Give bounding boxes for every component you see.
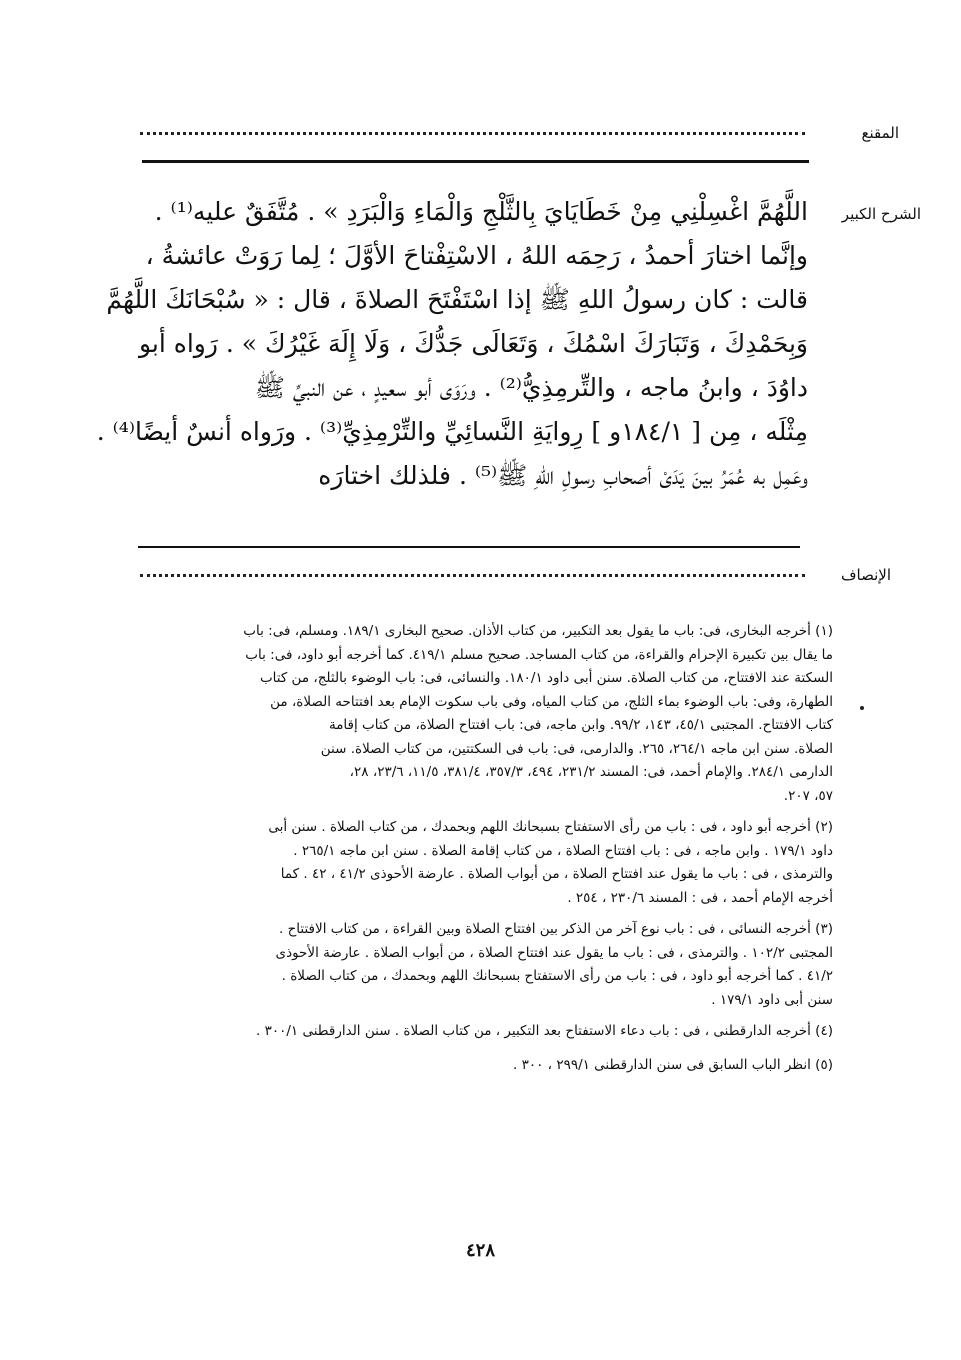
footnote-3	[128, 918, 833, 1012]
footnote-line: أخرجه الإمام أحمد ، فى : المسند ٢٣٠/٦ ، ٢٥٤ .	[567, 889, 833, 906]
footnote-4	[128, 1020, 833, 1044]
footnote-line: كتاب الافتتاح. المجتبى ٤٥/١، ١٤٣، ٩٩/٢. وابن ماجه، فى: باب افتتاح الصلاة، من كتاب إقامة	[328, 717, 833, 733]
insaf-dotted-line	[140, 574, 805, 577]
footnote-2	[128, 816, 833, 910]
footnote-line: ٥٧، ٢٠٧.	[783, 787, 833, 804]
footnote-line: داود ١٧٩/١ . وابن ماجه ، فى : باب افتتاح الصلاة ، من كتاب إقامة الصلاة . سنن ابن ماجه ٢٦٥/١ .	[293, 842, 833, 859]
main-text-block	[96, 190, 808, 498]
page-number: ٤٢٨	[465, 1240, 495, 1261]
footnote-line: (٣) أخرجه النسائى ، فى : باب نوع آخر من الذكر بين افتتاح الصلاة وبين القراءة ، من كتاب الافتتاح .	[278, 921, 833, 937]
section-label-muqni: المقنع	[861, 124, 899, 142]
scan-speck	[860, 706, 864, 710]
main-text-line: اللَّهُمَّ اغْسِلْنِي مِنْ خَطَايَايَ بِالثَّلْجِ وَالْمَاءِ وَالْبَرَدِ » . مُتَّفَقٌ عليه⁽¹⁾ .	[154, 197, 808, 226]
muqni-dotted-line	[140, 132, 805, 135]
footnote-line: المجتبى ١٠٢/٢ . والترمذى ، فى : باب ما يقول عند افتتاح الصلاة ، من أبواب الصلاة . عارضة الأحوذى	[275, 944, 833, 961]
footnote-line: الدارمى ٢٨٤/١. والإمام أحمد، فى: المسند ٢٣١/٢، ٤٩٤، ٣٥٧/٣، ٣٨١/٤، ١١/٥، ٢٣/٦، ٢٨،	[349, 764, 833, 780]
section-divider	[138, 546, 800, 548]
footnote-line: الصلاة. سنن ابن ماجه ٢٦٤/١، ٢٦٥. والدارمى، فى: باب فى السكتتين، من كتاب الصلاة. سنن	[320, 740, 833, 757]
main-text-line: داوُدَ ، وابنُ ماجه ، والتِّرمِذِيُّ⁽²⁾ . ورَوَى أبو سعيدٍ ، عن النبيِّ ﷺ	[254, 373, 808, 402]
footnote-line: (٤) أخرجه الدارقطنى ، فى : باب دعاء الاستفتاح بعد التكبير ، من كتاب الصلاة . سنن الدارقطنى ٣٠٠/١ .	[256, 1023, 833, 1039]
section-label-insaf: الإنصاف	[840, 566, 891, 584]
main-text-line: وَبِحَمْدِكَ ، وَتَبَارَكَ اسْمُكَ ، وَتَعَالَى جَدُّكَ ، وَلَا إِلَهَ غَيْرُكَ » . رَواه أبو	[138, 329, 808, 358]
header-divider	[142, 160, 809, 163]
footnote-line: والترمذى ، فى : باب ما يقول عند افتتاح الصلاة ، من أبواب الصلاة . عارضة الأحوذى ٤١/٢ ، ٤٢ . كما	[280, 866, 833, 882]
footnote-line: ما يقال بين تكبيرة الإحرام والقراءة، من كتاب المساجد. صحيح مسلم ٤١٩/١. كما أخرجه أبو داود، فى: باب	[245, 646, 833, 663]
footnote-line: (٢) أخرجه أبو داود ، فى : باب من رأى الاستفتاح بسبحانك اللهم وبحمدك ، من كتاب الصلاة . سنن أبى	[268, 819, 833, 835]
footnote-line: الطهارة، وفى: باب الوضوء بماء الثلج، من كتاب المياه، وفى باب سكوت الإمام بعد افتتاحه الصلاة، من	[270, 693, 833, 710]
footnote-1	[128, 620, 833, 808]
footnotes	[128, 620, 833, 1085]
main-text-line: مِثْلَه ، مِن [ ١٨٤/١و ] رِوايَةِ النَّسائِيِّ والتِّرْمِذِيِّ⁽³⁾ . ورَواه أنسٌ أيضًا⁽⁴⁾ .	[96, 417, 808, 446]
footnote-line: السكتة عند الافتتاح، من كتاب الصلاة. سنن أبى داود ١٨٠/١. والنسائى، فى: باب الوضوء بالثلج، من كتاب	[259, 670, 833, 686]
footnote-line: (١) أخرجه البخارى، فى: باب ما يقول بعد التكبير، من كتاب الأذان. صحيح البخارى ١٨٩/١. ومسلم، فى: باب	[243, 623, 833, 639]
footnote-line: ٤١/٢ . كما أخرجه أبو داود ، فى : باب من رأى الاستفتاح بسبحانك اللهم وبحمدك ، من كتاب الصلاة .	[281, 968, 833, 984]
footnote-line: سنن أبى داود ١٧٩/١ .	[711, 991, 833, 1008]
section-label-sharh: الشرح الكبير	[841, 205, 921, 223]
main-text-line: قالت : كان رسولُ اللهِ ﷺ إذا اسْتَفْتَحَ الصلاةَ ، قال : « سُبْحَانَكَ اللَّهُمَّ	[106, 285, 808, 314]
footnote-5	[128, 1054, 833, 1078]
footnote-line: (٥) انظر الباب السابق فى سنن الدارقطنى ٢٩٩/١ ، ٣٠٠ .	[513, 1056, 833, 1073]
main-text-line: وإنَّما اختارَ أحمدُ ، رَحِمَه اللهُ ، الاسْتِفْتاحَ الأوَّلَ ؛ لِما رَوَتْ عائشةُ ،	[145, 241, 808, 270]
main-text-line: وعَمِل به عُمَرُ بينَ يَدَىْ أصحابِ رسولِ اللهِ ﷺ⁽⁵⁾ . فلذلك اختارَه	[318, 461, 808, 490]
